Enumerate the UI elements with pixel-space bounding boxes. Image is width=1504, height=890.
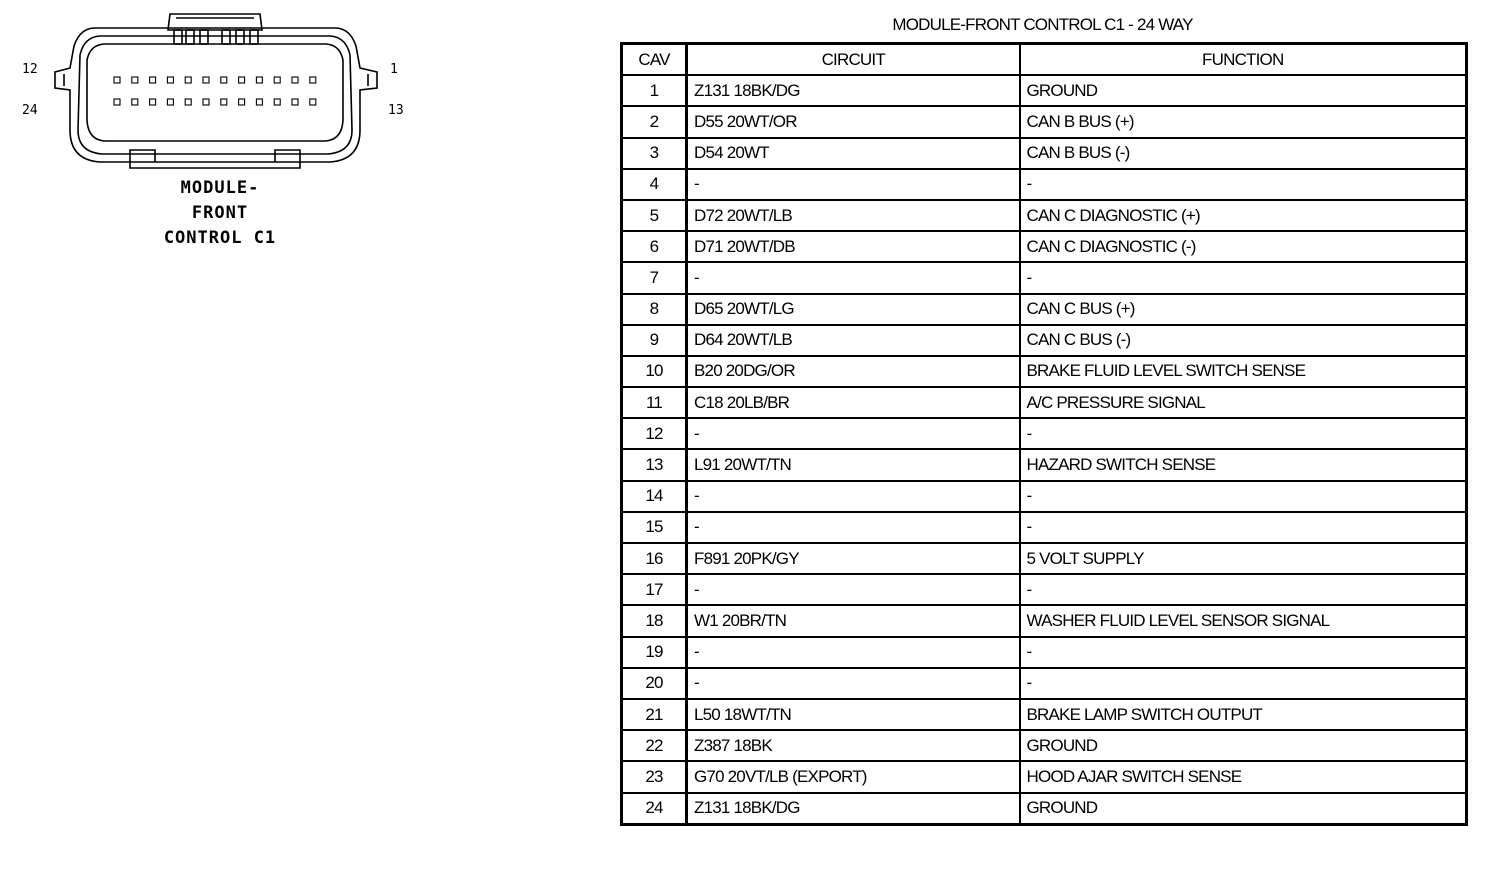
table-row bbox=[622, 231, 1467, 262]
function-cell: WASHER FLUID LEVEL SENSOR SIGNAL bbox=[1020, 605, 1467, 636]
function-cell: 5 VOLT SUPPLY bbox=[1020, 543, 1467, 574]
pin-cavity bbox=[221, 77, 227, 83]
table-row bbox=[622, 169, 1467, 200]
pin-cavity bbox=[221, 99, 227, 105]
function-cell: HAZARD SWITCH SENSE bbox=[1020, 449, 1467, 480]
cav-cell: 2 bbox=[622, 106, 687, 137]
function-cell: HOOD AJAR SWITCH SENSE bbox=[1020, 761, 1467, 792]
pin-cavity bbox=[167, 77, 173, 83]
cav-cell: 24 bbox=[622, 793, 687, 825]
cav-cell: 22 bbox=[622, 730, 687, 761]
function-cell: - bbox=[1020, 169, 1467, 200]
function-cell: GROUND bbox=[1020, 730, 1467, 761]
cav-cell: 23 bbox=[622, 761, 687, 792]
connector-name-line-2: FRONT bbox=[191, 203, 249, 223]
function-cell: A/C PRESSURE SIGNAL bbox=[1020, 387, 1467, 418]
table-row bbox=[622, 356, 1467, 387]
function-cell: CAN B BUS (-) bbox=[1020, 138, 1467, 169]
pin-cavity bbox=[274, 99, 280, 105]
cav-cell: 7 bbox=[622, 262, 687, 293]
function-cell: - bbox=[1020, 574, 1467, 605]
table-row bbox=[622, 512, 1467, 543]
circuit-cell: Z387 18BK bbox=[687, 730, 1020, 761]
function-cell: CAN C DIAGNOSTIC (+) bbox=[1020, 200, 1467, 231]
table-row bbox=[622, 262, 1467, 293]
circuit-cell: L50 18WT/TN bbox=[687, 699, 1020, 730]
table-title: MODULE-FRONT CONTROL C1 - 24 WAY bbox=[892, 15, 1193, 34]
header-circuit: CIRCUIT bbox=[687, 44, 1020, 76]
pin-cavity bbox=[132, 77, 138, 83]
pin-cavity bbox=[114, 99, 120, 105]
pin-cavity bbox=[292, 77, 298, 83]
cav-cell: 12 bbox=[622, 418, 687, 449]
circuit-cell: - bbox=[687, 574, 1020, 605]
pinout-table bbox=[620, 42, 1468, 826]
cav-cell: 16 bbox=[622, 543, 687, 574]
circuit-cell: D71 20WT/DB bbox=[687, 231, 1020, 262]
cav-cell: 18 bbox=[622, 605, 687, 636]
cav-cell: 5 bbox=[622, 200, 687, 231]
table-row bbox=[622, 325, 1467, 356]
cav-cell: 4 bbox=[622, 169, 687, 200]
function-cell: - bbox=[1020, 512, 1467, 543]
circuit-cell: - bbox=[687, 262, 1020, 293]
circuit-cell: - bbox=[687, 637, 1020, 668]
pin-cavity bbox=[167, 99, 173, 105]
function-cell: GROUND bbox=[1020, 793, 1467, 825]
table-row bbox=[622, 294, 1467, 325]
circuit-cell: W1 20BR/TN bbox=[687, 605, 1020, 636]
pin-cavity bbox=[150, 77, 156, 83]
pin-cavity bbox=[132, 99, 138, 105]
table-row bbox=[622, 574, 1467, 605]
pin-cavity bbox=[292, 99, 298, 105]
table-row bbox=[622, 449, 1467, 480]
circuit-cell: B20 20DG/OR bbox=[687, 356, 1020, 387]
pin-cavity bbox=[150, 99, 156, 105]
pin-cavity bbox=[114, 77, 120, 83]
function-cell: - bbox=[1020, 637, 1467, 668]
cav-cell: 9 bbox=[622, 325, 687, 356]
circuit-cell: D54 20WT bbox=[687, 138, 1020, 169]
cav-cell: 11 bbox=[622, 387, 687, 418]
cav-cell: 14 bbox=[622, 481, 687, 512]
function-cell: CAN C DIAGNOSTIC (-) bbox=[1020, 231, 1467, 262]
pin-cavity bbox=[239, 99, 245, 105]
circuit-cell: F891 20PK/GY bbox=[687, 543, 1020, 574]
cav-cell: 13 bbox=[622, 449, 687, 480]
function-cell: CAN C BUS (-) bbox=[1020, 325, 1467, 356]
table-row bbox=[622, 106, 1467, 137]
cav-cell: 20 bbox=[622, 668, 687, 699]
connector-name-line-3: CONTROL C1 bbox=[163, 228, 277, 248]
function-cell: GROUND bbox=[1020, 75, 1467, 106]
circuit-cell: Z131 18BK/DG bbox=[687, 75, 1020, 106]
function-cell: - bbox=[1020, 481, 1467, 512]
cav-cell: 8 bbox=[622, 294, 687, 325]
table-row bbox=[622, 75, 1467, 106]
table-row bbox=[622, 793, 1467, 825]
pin-cavity bbox=[256, 99, 262, 105]
function-cell: BRAKE FLUID LEVEL SWITCH SENSE bbox=[1020, 356, 1467, 387]
cav-cell: 15 bbox=[622, 512, 687, 543]
table-row bbox=[622, 200, 1467, 231]
cav-cell: 3 bbox=[622, 138, 687, 169]
pin-label-1: 1 bbox=[390, 62, 398, 77]
circuit-cell: D72 20WT/LB bbox=[687, 200, 1020, 231]
pin-cavity bbox=[185, 99, 191, 105]
table-row bbox=[622, 543, 1467, 574]
circuit-cell: L91 20WT/TN bbox=[687, 449, 1020, 480]
pin-label-24: 24 bbox=[22, 103, 38, 118]
table-header-row bbox=[622, 44, 1467, 76]
function-cell: CAN B BUS (+) bbox=[1020, 106, 1467, 137]
cav-cell: 17 bbox=[622, 574, 687, 605]
table-row bbox=[622, 138, 1467, 169]
pin-label-12: 12 bbox=[22, 62, 38, 77]
cav-cell: 21 bbox=[622, 699, 687, 730]
pin-cavity bbox=[310, 77, 316, 83]
table-row bbox=[622, 605, 1467, 636]
circuit-cell: - bbox=[687, 512, 1020, 543]
table-row bbox=[622, 637, 1467, 668]
header-cav: CAV bbox=[622, 44, 687, 76]
cav-cell: 19 bbox=[622, 637, 687, 668]
function-cell: - bbox=[1020, 668, 1467, 699]
cav-cell: 1 bbox=[622, 75, 687, 106]
circuit-cell: - bbox=[687, 668, 1020, 699]
pin-cavity bbox=[239, 77, 245, 83]
pin-cavity bbox=[203, 99, 209, 105]
table-row bbox=[622, 730, 1467, 761]
pin-cavity bbox=[203, 77, 209, 83]
circuit-cell: G70 20VT/LB (EXPORT) bbox=[687, 761, 1020, 792]
circuit-cell: Z131 18BK/DG bbox=[687, 793, 1020, 825]
function-cell: - bbox=[1020, 418, 1467, 449]
pin-cavity bbox=[185, 77, 191, 83]
circuit-cell: - bbox=[687, 169, 1020, 200]
pin-cavity bbox=[310, 99, 316, 105]
circuit-cell: - bbox=[687, 481, 1020, 512]
circuit-cell: D65 20WT/LG bbox=[687, 294, 1020, 325]
function-cell: CAN C BUS (+) bbox=[1020, 294, 1467, 325]
function-cell: BRAKE LAMP SWITCH OUTPUT bbox=[1020, 699, 1467, 730]
circuit-cell: C18 20LB/BR bbox=[687, 387, 1020, 418]
circuit-cell: D64 20WT/LB bbox=[687, 325, 1020, 356]
connector-name-line-1: MODULE- bbox=[180, 178, 260, 198]
table-row bbox=[622, 668, 1467, 699]
circuit-cell: D55 20WT/OR bbox=[687, 106, 1020, 137]
header-function: FUNCTION bbox=[1020, 44, 1467, 76]
pin-cavity bbox=[274, 77, 280, 83]
table-row bbox=[622, 387, 1467, 418]
circuit-cell: - bbox=[687, 418, 1020, 449]
pin-cavity bbox=[256, 77, 262, 83]
table-row bbox=[622, 418, 1467, 449]
table-row bbox=[622, 761, 1467, 792]
table-row bbox=[622, 699, 1467, 730]
cav-cell: 6 bbox=[622, 231, 687, 262]
pin-label-13: 13 bbox=[388, 103, 404, 118]
function-cell: - bbox=[1020, 262, 1467, 293]
cav-cell: 10 bbox=[622, 356, 687, 387]
table-row bbox=[622, 481, 1467, 512]
